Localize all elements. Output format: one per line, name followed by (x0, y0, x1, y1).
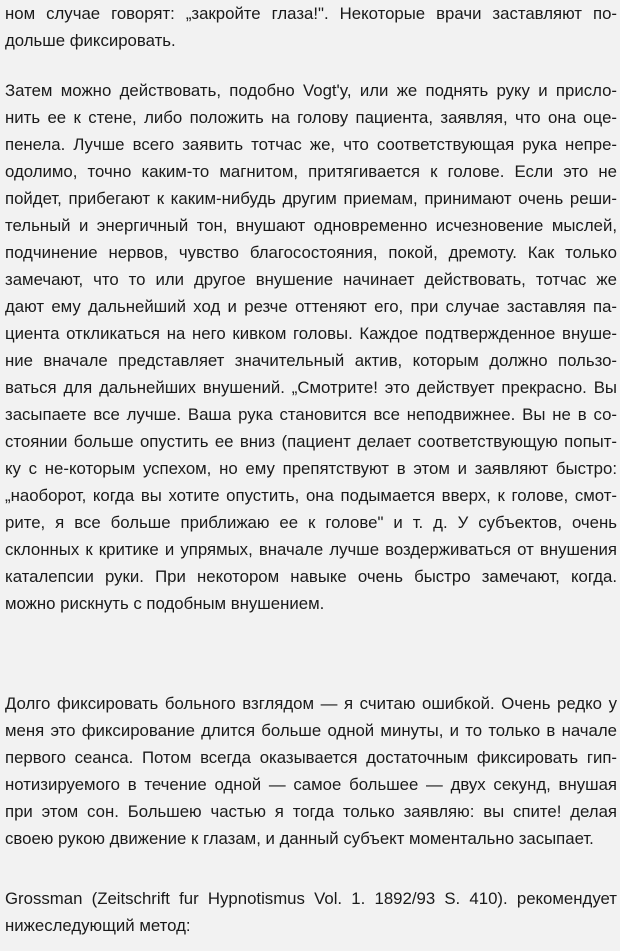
text-line: можно рискнуть с подобным внушением. (5, 594, 325, 613)
text-line: дают ему дальнейший ход и резче оттеняют его, при случае заставляя па- (5, 297, 617, 316)
text-line: пенела. Лучше всего заявить тотчас же, что соответствующая рука непре- (5, 135, 617, 154)
text-line: замечают, что то или другое внушение начинает действовать, тотчас же (5, 270, 617, 289)
text-line: циента откликаться на него кивком головы. Каждое подтвержденное внуше- (5, 324, 617, 343)
text-line: своею рукою движение к глазам, и данный субъект моментально засыпает. (5, 829, 594, 848)
text-line: пойдет, прибегают к каким-нибудь другим приемам, принимают очень реши- (5, 189, 617, 208)
text-line: стоянии больше опустить ее вниз (пациент делает соответствующую попыт- (5, 432, 617, 451)
text-line: рите, я все больше приближаю ее к голове" и т. д. У субъектов, очень (5, 513, 617, 532)
text-line: нить ее к стене, либо положить на голову пациента, заявляя, что она оце- (5, 108, 617, 127)
paragraph-2 (5, 77, 617, 617)
text-line: при этом сон. Большею частью я тогда только заявляю: вы спите! делая (5, 802, 617, 821)
text-line: одолимо, точно каким-то магнитом, притягивается к голове. Если это не (5, 162, 617, 181)
paragraph-3 (5, 690, 617, 852)
text-line: засыпаете все лучше. Ваша рука становится все неподвижнее. Вы не в со- (5, 405, 617, 424)
text-line: ном случае говорят: „закройте глаза!". Некоторые врачи заставляют по- (5, 4, 617, 23)
text-line: Grossman (Zeitschrift fur Hypnotismus Vol. 1. 1892/93 S. 410). рекомендует (5, 889, 617, 908)
text-line: первого сеанса. Потом всегда оказывается достаточным фиксировать гип- (5, 748, 617, 767)
text-line: меня это фиксирование длится больше одной минуты, и то только в начале (5, 721, 617, 740)
text-line: подчинение нервов, чувство благосостояния, покой, дремоту. Как только (5, 243, 617, 262)
text-line: нотизируемого в течение одной — самое большее — двух секунд, внушая (5, 775, 617, 794)
text-line: Долго фиксировать больного взглядом — я считаю ошибкой. Очень редко у (5, 694, 617, 713)
text-line: ваться для дальнейших внушений. „Смотрите! это действует прекрасно. Вы (5, 378, 617, 397)
paragraph-4 (5, 885, 617, 939)
text-line: тельный и энергичный тон, внушают одновременно исчезновение мыслей, (5, 216, 617, 235)
text-line: ку с не-которым успехом, но ему препятствуют в этом и заявляют быстро: (5, 459, 617, 478)
paragraph-1 (5, 0, 617, 54)
text-line: каталепсии руки. При некотором навыке очень быстро замечают, когда. (5, 567, 617, 586)
text-line: Затем можно действовать, подобно Vogt'y, или же поднять руку и присло- (5, 81, 617, 100)
text-line: ние вначале представляет значительный актив, которым должно пользо- (5, 351, 617, 370)
text-line: „наоборот, когда вы хотите опустить, она подымается вверх, к голове, смот- (5, 486, 617, 505)
text-line: нижеследующий метод: (5, 916, 191, 935)
text-line: дольше фиксировать. (5, 31, 176, 50)
text-line: склонных к критике и упрямых, вначале лучше воздерживаться от внушения (5, 540, 617, 559)
